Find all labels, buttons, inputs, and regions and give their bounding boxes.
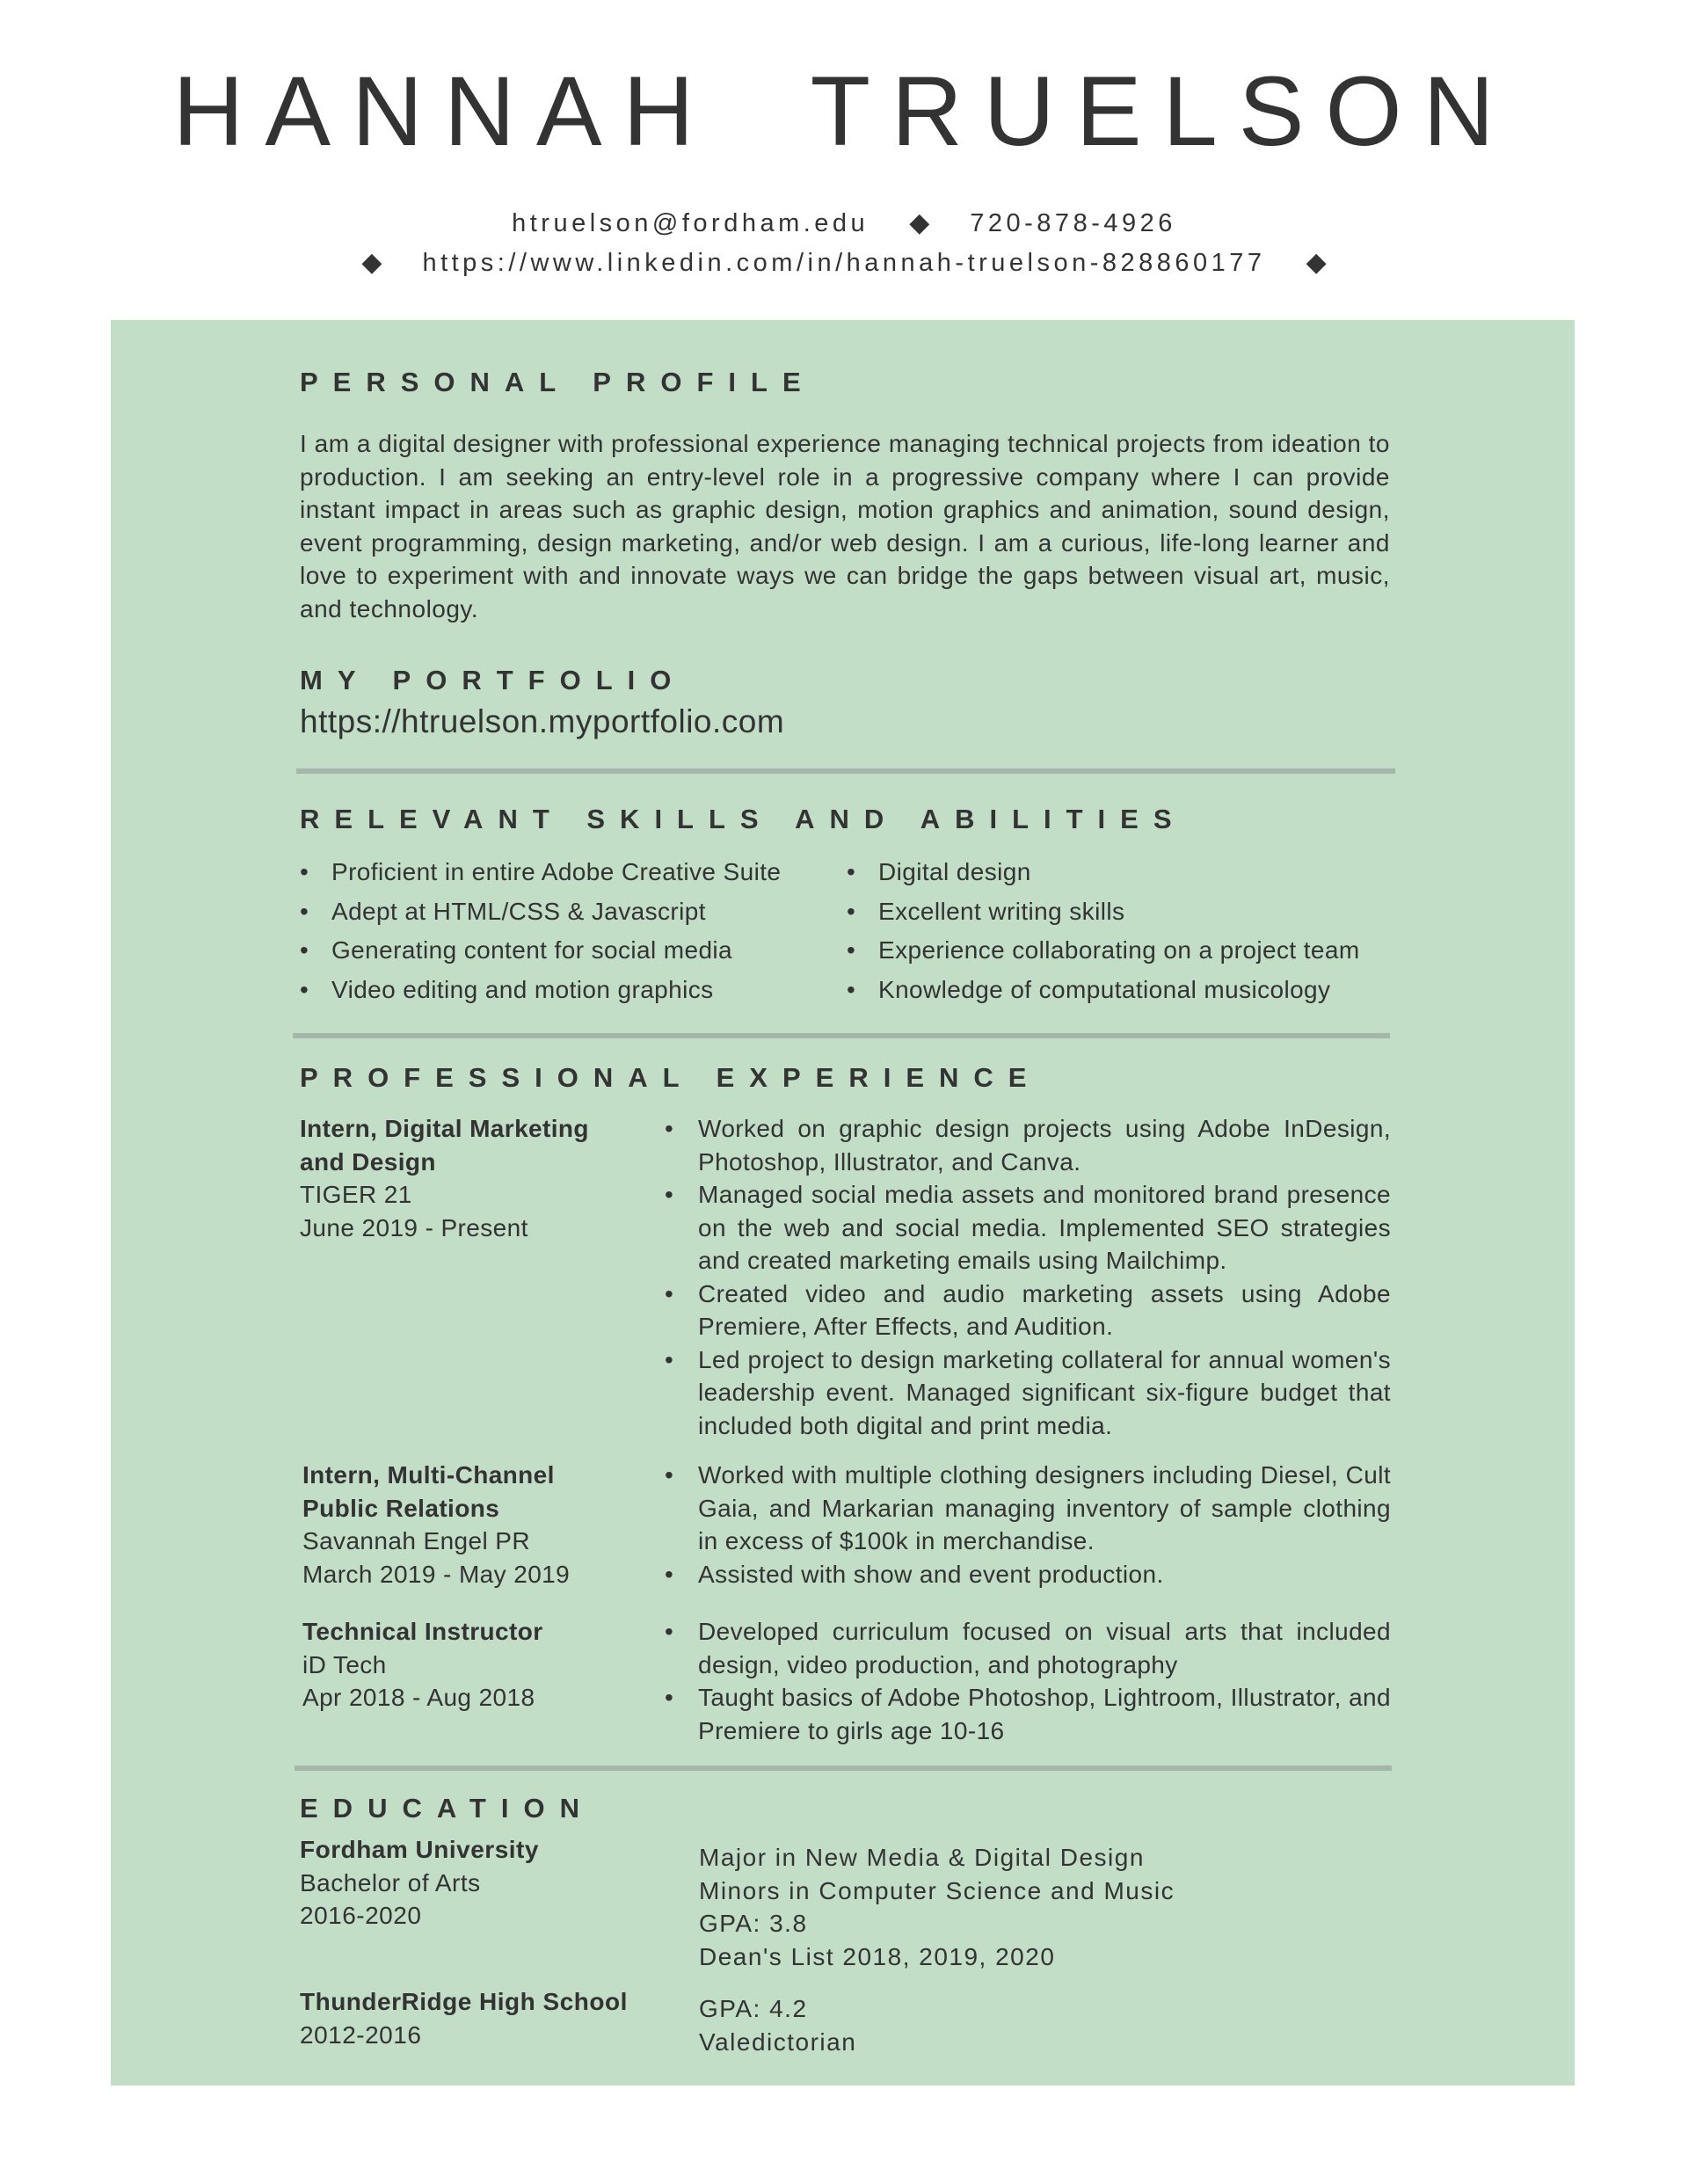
job-title: Technical Instructor	[302, 1618, 543, 1645]
contact-line-2	[0, 247, 1688, 278]
school-degree: Bachelor of Arts	[300, 1868, 481, 1896]
skill-item: • Proficient in entire Adobe Creative Suite	[300, 853, 781, 892]
job-bullets-id-tech	[665, 1615, 1391, 1747]
resume-name: HANNAH TRUELSON	[172, 56, 1516, 166]
section-divider	[295, 1765, 1392, 1771]
portfolio-link[interactable]: https://htruelson.myportfolio.com	[300, 703, 785, 739]
education-heading: EDUCATION	[300, 1793, 594, 1824]
job-title: Intern, Digital Marketing and Design	[300, 1115, 589, 1176]
job-bullet: • Worked with multiple clothing designers including Diesel, Cult Gaia, and Markarian managing inventory of sample clothing in excess of $100k in merchandise.	[665, 1459, 1391, 1558]
job-info-tiger21	[300, 1112, 616, 1244]
job-company: TIGER 21	[300, 1181, 412, 1208]
skill-item: • Video editing and motion graphics	[300, 971, 781, 1010]
diamond-separator-icon: ◆	[361, 248, 382, 277]
email-text: htruelson@fordham.edu	[512, 209, 869, 237]
school-detail: GPA: 3.8	[699, 1910, 808, 1937]
job-bullets-tiger21	[665, 1112, 1391, 1442]
skills-list-right	[847, 853, 1360, 1009]
job-dates: Apr 2018 - Aug 2018	[302, 1684, 535, 1711]
school-dates: 2012-2016	[300, 2020, 422, 2049]
section-divider	[293, 1033, 1390, 1038]
skills-heading: RELEVANT SKILLS AND ABILITIES	[300, 804, 1187, 834]
school-info-thunderridge	[300, 1985, 628, 2051]
job-bullet: • Created video and audio marketing assets using Adobe Premiere, After Effects, and Audition.	[665, 1278, 1391, 1343]
school-info-fordham	[300, 1833, 539, 1933]
school-details-thunderridge	[699, 1992, 856, 2058]
school-detail: Major in New Media & Digital Design	[699, 1844, 1145, 1871]
job-bullet: • Managed social media assets and monitored brand presence on the web and social media. Implemented SEO strategies and created marketing emails using Mailchimp.	[665, 1178, 1391, 1278]
phone-text: 720-878-4926	[970, 209, 1176, 237]
skill-item: • Knowledge of computational musicology	[847, 971, 1360, 1010]
school-dates: 2016-2020	[300, 1902, 422, 1929]
job-bullet: • Led project to design marketing collateral for annual women's leadership event. Managed significant six-figure budget that included both digital and print media.	[665, 1343, 1391, 1443]
job-bullet: • Assisted with show and event production.	[665, 1558, 1391, 1591]
school-detail: Valedictorian	[699, 2027, 857, 2056]
job-dates: June 2019 - Present	[300, 1213, 528, 1241]
experience-heading: PROFESSIONAL EXPERIENCE	[300, 1062, 1042, 1093]
personal-profile-text: I am a digital designer with professional experience managing technical projects from ideation to production. I am seeking an entry-level role in a progressive company where I can provide instant impact in areas such as graphic design, motion graphics and animation, sound design, event programming, design marketing, and/or web design. I am a curious, life-long learner and love to experiment with and innovate ways we can bridge the gaps between visual art, music, and technology.	[300, 430, 1390, 622]
skill-item: • Generating content for social media	[300, 931, 781, 971]
job-info-id-tech	[302, 1615, 619, 1714]
job-bullet: • Taught basics of Adobe Photoshop, Lightroom, Illustrator, and Premiere to girls age 10-16	[665, 1681, 1391, 1747]
diamond-separator-icon: ◆	[1306, 248, 1327, 277]
portfolio-heading: MY PORTFOLIO	[300, 665, 687, 695]
personal-profile-heading: PERSONAL PROFILE	[300, 367, 816, 397]
job-bullet: • Worked on graphic design projects using Adobe InDesign, Photoshop, Illustrator, and Canva.	[665, 1112, 1391, 1178]
school-name: Fordham University	[300, 1836, 539, 1863]
job-bullet: • Developed curriculum focused on visual arts that included design, video production, and photography	[665, 1615, 1391, 1681]
job-title: Intern, Multi-Channel Public Relations	[302, 1461, 555, 1522]
skill-item: • Digital design	[847, 853, 1360, 892]
skill-item: • Adept at HTML/CSS & Javascript	[300, 892, 781, 932]
school-detail: Dean's List 2018, 2019, 2020	[699, 1942, 1056, 1970]
school-details-fordham	[699, 1841, 1175, 1973]
school-detail: Minors in Computer Science and Music	[699, 1876, 1175, 1904]
job-bullets-savannah-engel	[665, 1459, 1391, 1591]
skill-item: • Excellent writing skills	[847, 892, 1360, 932]
job-company: iD Tech	[302, 1650, 387, 1678]
school-name: ThunderRidge High School	[300, 1988, 628, 2015]
job-dates: March 2019 - May 2019	[302, 1560, 571, 1588]
skill-item: • Experience collaborating on a project team	[847, 931, 1360, 971]
skills-list-left	[300, 853, 781, 1009]
school-detail: GPA: 4.2	[699, 1995, 808, 2022]
contact-line-1	[0, 207, 1688, 238]
linkedin-link[interactable]: https://www.linkedin.com/in/hannah-truelson-828860177	[422, 249, 1266, 277]
section-divider	[296, 768, 1395, 774]
job-company: Savannah Engel PR	[302, 1527, 530, 1554]
diamond-separator-icon: ◆	[909, 208, 930, 237]
job-info-savannah-engel	[302, 1459, 619, 1591]
